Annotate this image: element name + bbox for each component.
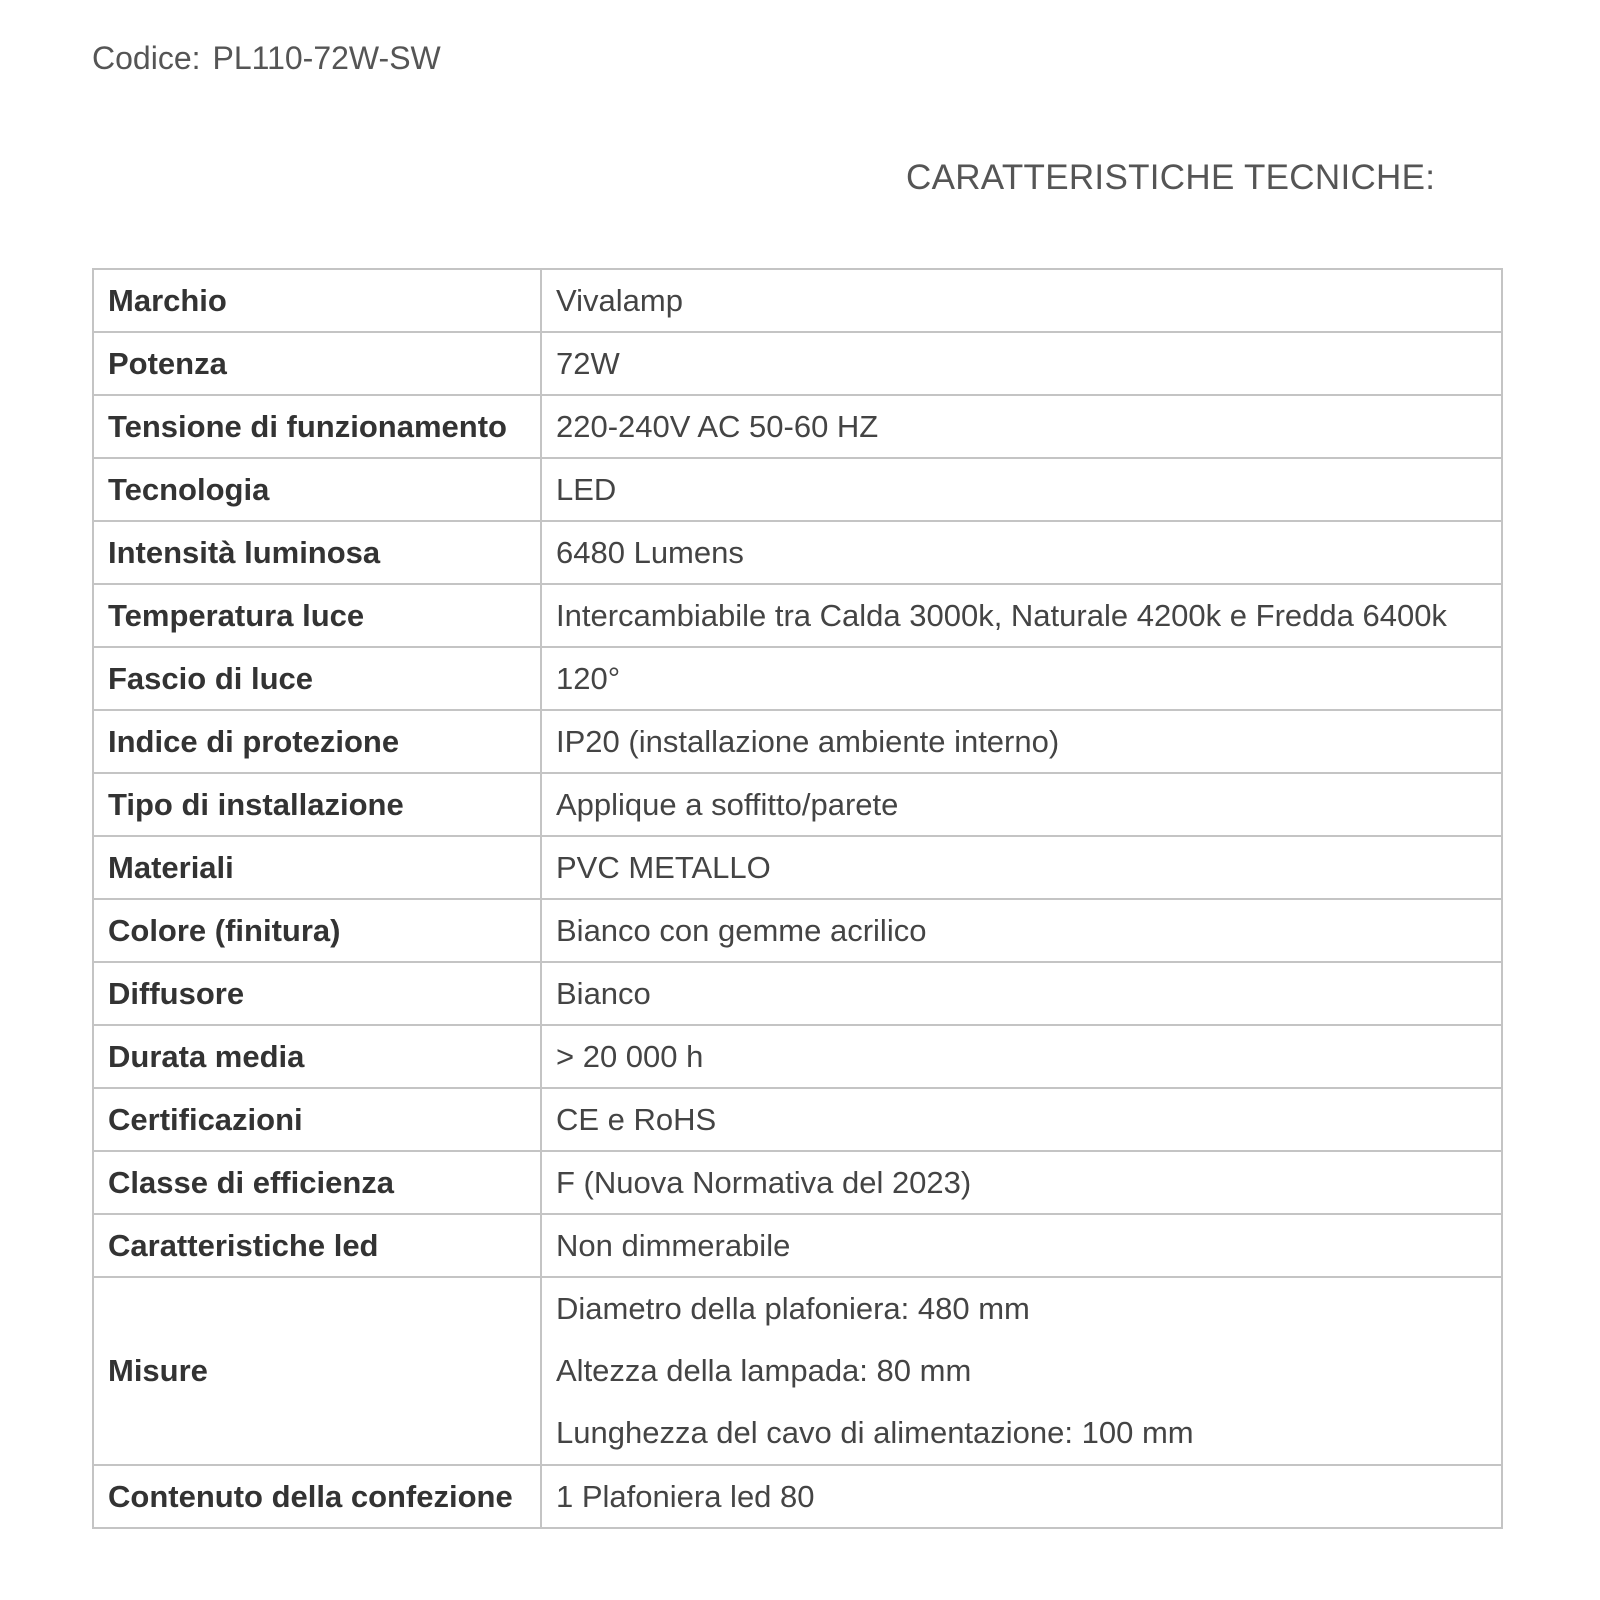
spec-value-multiline [541,1277,1502,1465]
spec-label: Caratteristiche led [93,1214,541,1277]
spec-value: > 20 000 h [541,1025,1502,1088]
spec-value: Intercambiabile tra Calda 3000k, Naturale 4200k e Fredda 6400k [541,584,1502,647]
spec-label: Diffusore [93,962,541,1025]
spec-label: Durata media [93,1025,541,1088]
spec-label: Tecnologia [93,458,541,521]
spec-row-tecnologia [93,458,1502,521]
spec-value: 1 Plafoniera led 80 [541,1465,1502,1528]
spec-value: Non dimmerabile [541,1214,1502,1277]
spec-value: 120° [541,647,1502,710]
spec-label: Tipo di installazione [93,773,541,836]
spec-label: Intensità luminosa [93,521,541,584]
spec-label: Colore (finitura) [93,899,541,962]
misure-line: Altezza della lampada: 80 mm [556,1353,972,1388]
spec-row-certificazioni [93,1088,1502,1151]
spec-row-durata [93,1025,1502,1088]
spec-row-temperatura [93,584,1502,647]
spec-label: Classe di efficienza [93,1151,541,1214]
misure-line: Lunghezza del cavo di alimentazione: 100 mm [556,1415,1194,1450]
spec-label: Indice di protezione [93,710,541,773]
spec-table [92,268,1503,1529]
spec-row-caratteristiche-led [93,1214,1502,1277]
spec-value: 220-240V AC 50-60 HZ [541,395,1502,458]
spec-value: F (Nuova Normativa del 2023) [541,1151,1502,1214]
spec-row-fascio [93,647,1502,710]
section-title: CARATTERISTICHE TECNICHE: [906,158,1436,197]
spec-row-colore [93,899,1502,962]
misure-line: Diametro della plafoniera: 480 mm [556,1291,1030,1326]
spec-label: Misure [93,1277,541,1465]
spec-row-materiali [93,836,1502,899]
product-code-value: PL110-72W-SW [212,40,441,76]
spec-label: Potenza [93,332,541,395]
spec-row-potenza [93,332,1502,395]
spec-row-contenuto [93,1465,1502,1528]
spec-row-intensita [93,521,1502,584]
spec-value: 72W [541,332,1502,395]
spec-label: Certificazioni [93,1088,541,1151]
spec-value: 6480 Lumens [541,521,1502,584]
spec-label: Materiali [93,836,541,899]
spec-label: Contenuto della confezione [93,1465,541,1528]
spec-table-body [93,269,1502,1528]
spec-row-diffusore [93,962,1502,1025]
spec-row-installazione [93,773,1502,836]
spec-row-marchio [93,269,1502,332]
product-code-label: Codice: [92,40,201,76]
spec-row-classe [93,1151,1502,1214]
spec-label: Temperatura luce [93,584,541,647]
spec-value: Applique a soffitto/parete [541,773,1502,836]
spec-value: LED [541,458,1502,521]
spec-value: Bianco con gemme acrilico [541,899,1502,962]
spec-row-tensione [93,395,1502,458]
spec-row-misure [93,1277,1502,1465]
spec-value: IP20 (installazione ambiente interno) [541,710,1502,773]
spec-label: Fascio di luce [93,647,541,710]
product-code [92,40,441,77]
spec-value: CE e RoHS [541,1088,1502,1151]
spec-label: Tensione di funzionamento [93,395,541,458]
spec-value: Vivalamp [541,269,1502,332]
spec-value: PVC METALLO [541,836,1502,899]
spec-value: Bianco [541,962,1502,1025]
spec-label: Marchio [93,269,541,332]
spec-row-protezione [93,710,1502,773]
